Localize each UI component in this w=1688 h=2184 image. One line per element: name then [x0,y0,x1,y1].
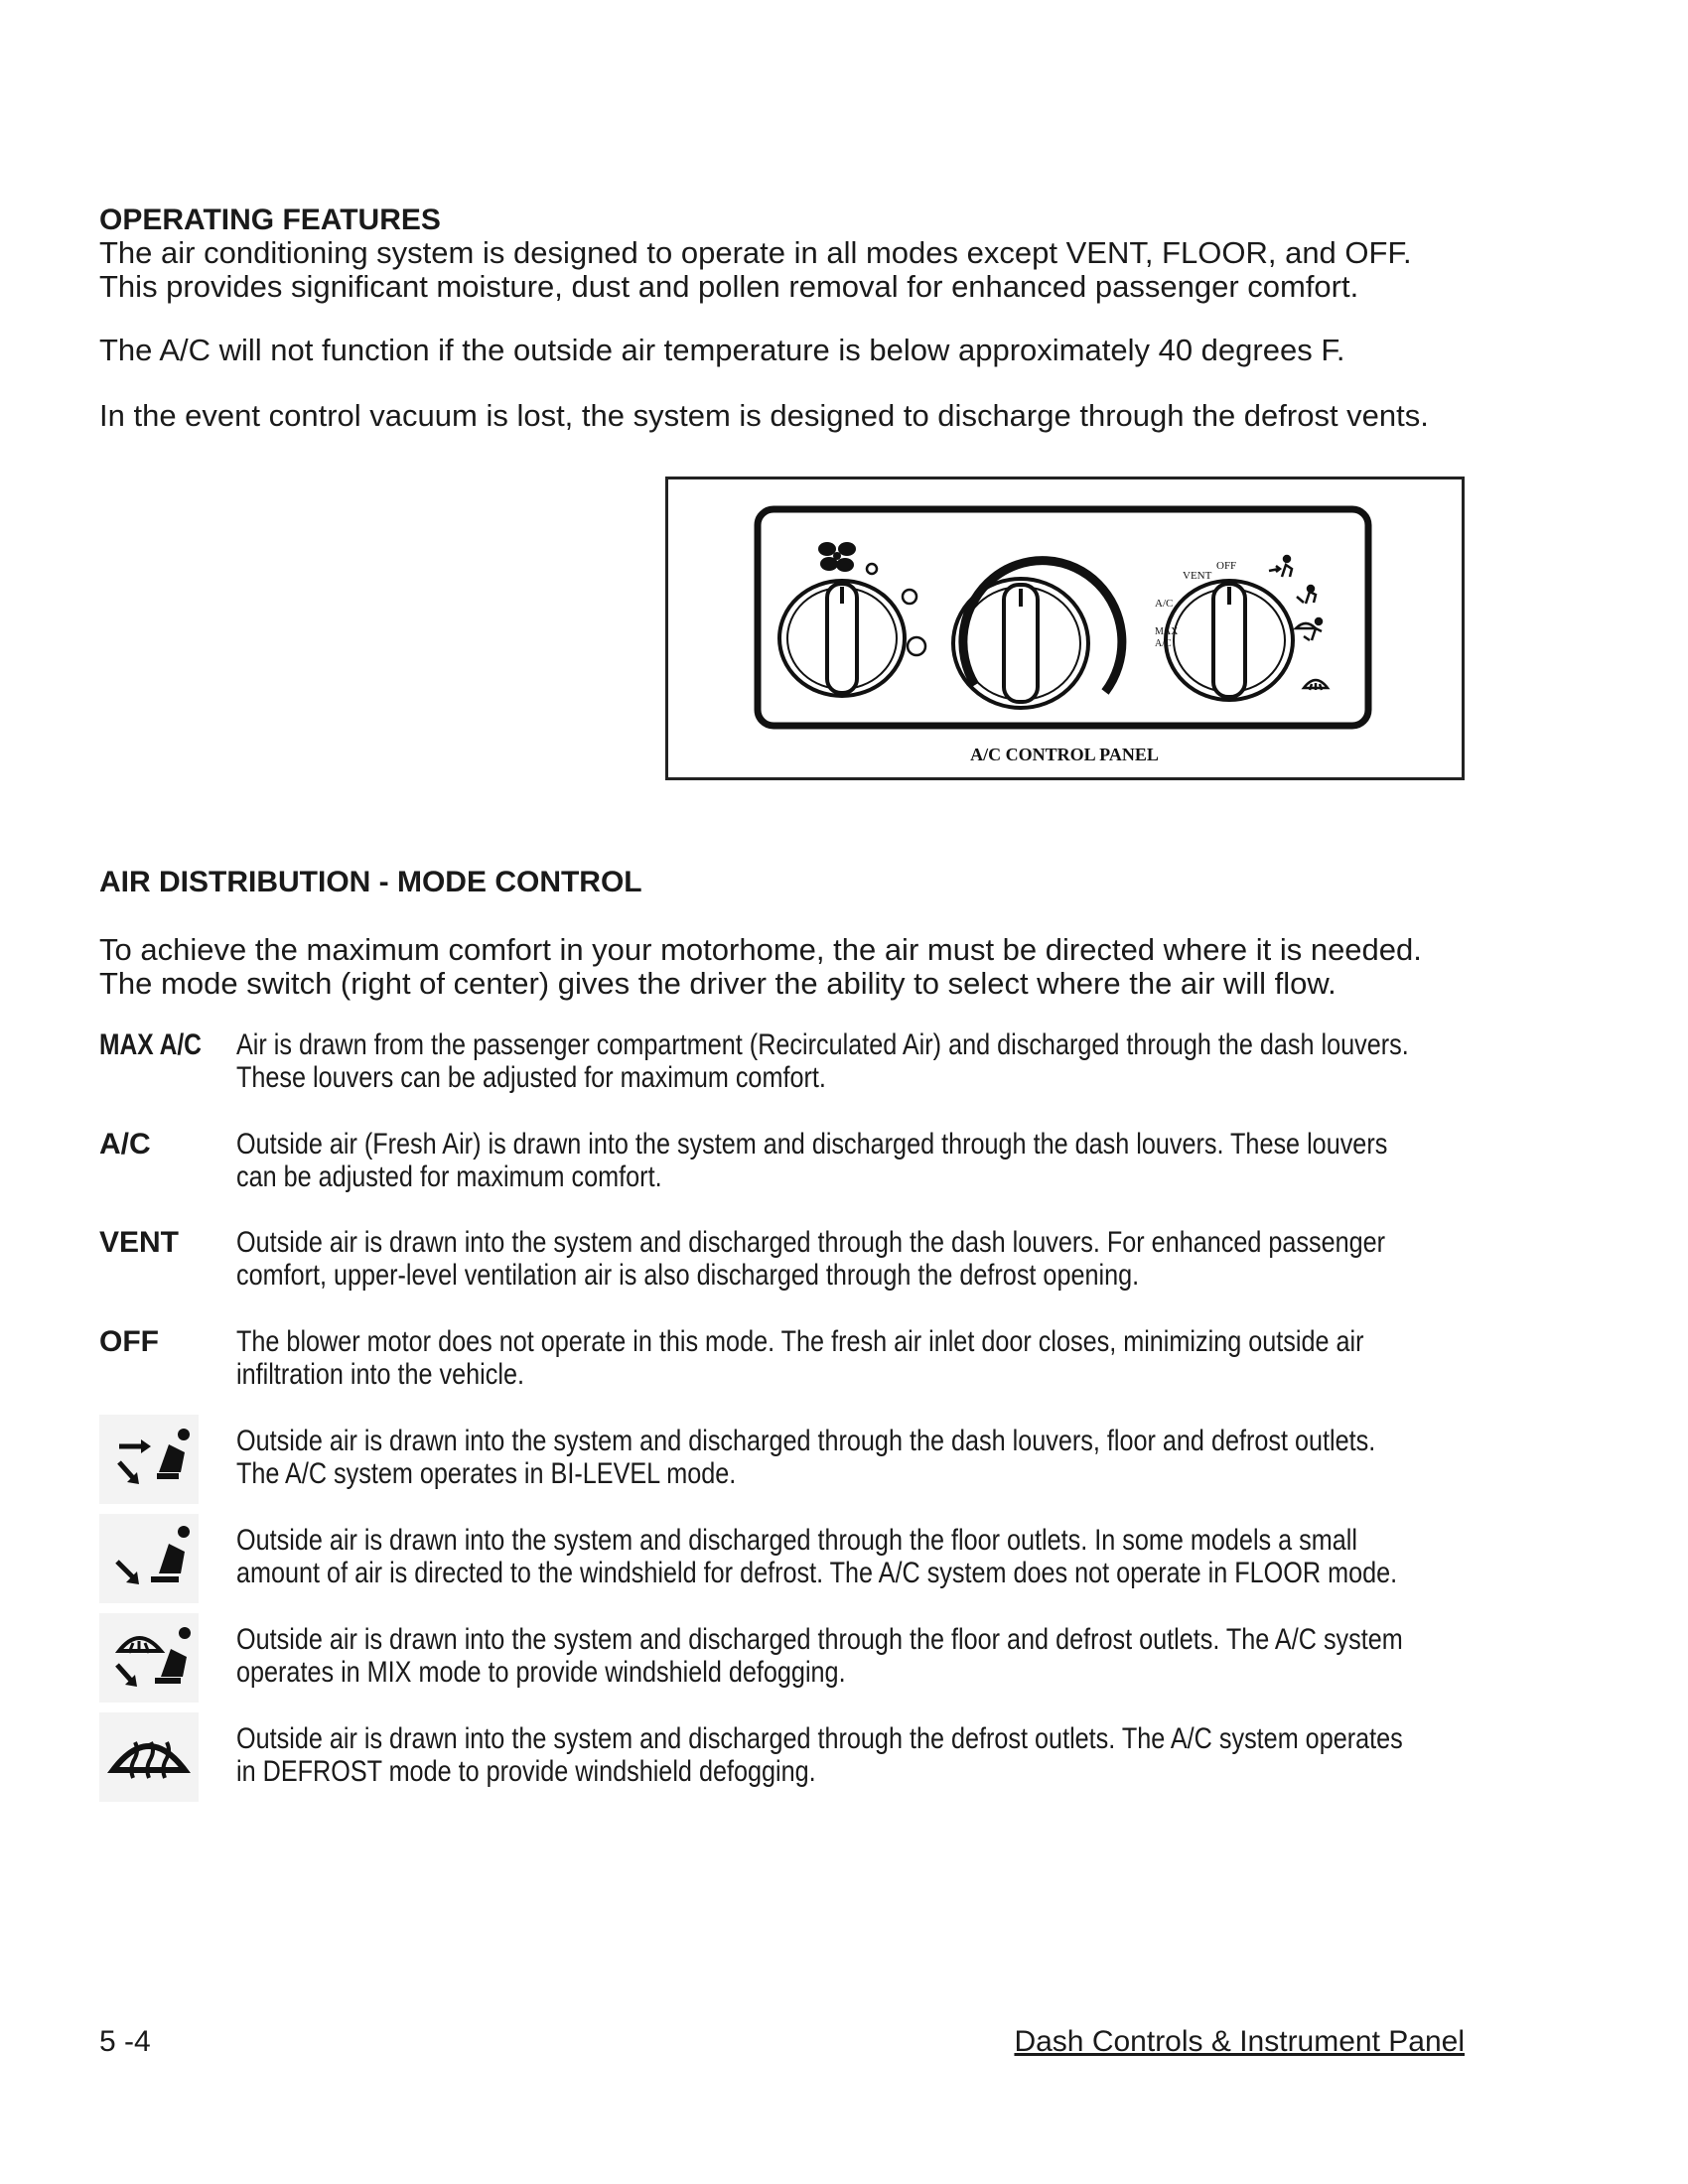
mode-knob [1166,581,1293,700]
fan-low-dot-icon [867,564,877,574]
mode-description-mix [236,1623,1450,1689]
mode-label-max-ac: A/C [1155,638,1172,649]
operating-paragraph-3: In the event control vacuum is lost, the system is designed to discharge through the defrost vents. [99,398,1429,433]
mode-description-line: Outside air is drawn into the system and discharged through the dash louvers. For enhanced passenger [236,1226,1386,1259]
mode-description-line: can be adjusted for maximum comfort. [236,1160,662,1193]
mode-description-line: Outside air is drawn into the system and discharged through the floor and defrost outlets. The A/C system [236,1623,1403,1656]
mode-description-line: amount of air is directed to the windshield for defrost. The A/C system does not operate in FLOOR mode. [236,1557,1398,1589]
mode-description-line: operates in MIX mode to provide windshield defogging. [236,1656,846,1689]
temperature-knob [953,561,1122,708]
fan-icon [818,542,856,572]
mode-description-line: in DEFROST mode to provide windshield defogging. [236,1755,816,1788]
mode-description-line: The blower motor does not operate in this mode. The fresh air inlet door closes, minimizing outside air [236,1325,1364,1358]
mode-description-line: infiltration into the vehicle. [236,1358,524,1391]
mode-description-line: These louvers can be adjusted for maximum comfort. [236,1061,826,1094]
intro-line-2: The mode switch (right of center) gives the driver the ability to select where the air will flow. [99,966,1336,1001]
mode-description-line: comfort, upper-level ventilation air is also discharged through the defrost opening. [236,1259,1140,1292]
mode-description-floor [236,1524,1450,1589]
page-number: 5 -4 [99,2025,151,2058]
mix-mode-icon [99,1613,199,1703]
intro-line-1: To achieve the maximum comfort in your motorhome, the air must be directed where it is needed. [99,932,1422,967]
defrost-mode-icon [99,1712,199,1802]
mode-description-line: Air is drawn from the passenger compartment (Recirculated Air) and discharged through the dash louvers. [236,1028,1409,1061]
fan-speed-knob [779,581,905,696]
mode-description-line: Outside air (Fresh Air) is drawn into the system and discharged through the dash louvers. These louvers [236,1128,1388,1160]
floor-mode-icon [99,1514,199,1603]
operating-paragraph-1-line-2: This provides significant moisture, dust and pollen removal for enhanced passenger comfort. [99,269,1359,304]
footer-section-title: Dash Controls & Instrument Panel [1014,2025,1465,2058]
ac-control-panel-figure [665,477,1465,780]
fan-high-dot-icon [908,637,925,655]
mode-term-off: OFF [99,1325,159,1358]
mode-description-off [236,1325,1450,1391]
mode-term-ac: A/C [99,1128,151,1160]
bilevel-small-icon [1269,556,1292,577]
mode-label-max: MAX [1155,626,1179,637]
mode-description-line: The A/C system operates in BI-LEVEL mode. [236,1457,737,1490]
defrost-small-icon [1304,680,1328,690]
mode-description-line: Outside air is drawn into the system and discharged through the defrost outlets. The A/C system operates [236,1722,1403,1755]
mode-term-vent: VENT [99,1226,180,1259]
operating-paragraph-1-line-1: The air conditioning system is designed to operate in all modes except VENT, FLOOR, and OFF. [99,235,1412,270]
operating-paragraph-2: The A/C will not function if the outside air temperature is below approximately 40 degrees F. [99,333,1345,367]
mix-small-icon [1296,618,1322,640]
bilevel-mode-icon [99,1415,199,1504]
section-title-air-distribution: AIR DISTRIBUTION - MODE CONTROL [99,866,642,898]
ac-control-panel-illustration [668,479,1462,777]
mode-description-bilevel [236,1425,1450,1490]
floor-small-icon [1297,586,1316,604]
mode-description-line: Outside air is drawn into the system and discharged through the floor outlets. In some models a small [236,1524,1357,1557]
mode-label-ac: A/C [1155,598,1174,610]
mode-description-vent [236,1226,1450,1292]
fan-med-dot-icon [903,590,916,604]
operating-paragraph-1 [99,236,1509,304]
mode-description-defrost [236,1722,1450,1788]
mode-description-max-ac [236,1028,1450,1094]
mode-description-line: Outside air is drawn into the system and discharged through the dash louvers, floor and defrost outlets. [236,1425,1376,1457]
mode-label-off: OFF [1216,560,1237,572]
section-title-operating-features: OPERATING FEATURES [99,204,441,236]
mode-term-max-ac: MAX A/C [99,1028,202,1061]
mode-label-vent: VENT [1183,570,1212,582]
figure-caption: A/C CONTROL PANEL [970,745,1159,764]
mode-description-ac [236,1128,1450,1193]
air-distribution-intro [99,933,1509,1001]
